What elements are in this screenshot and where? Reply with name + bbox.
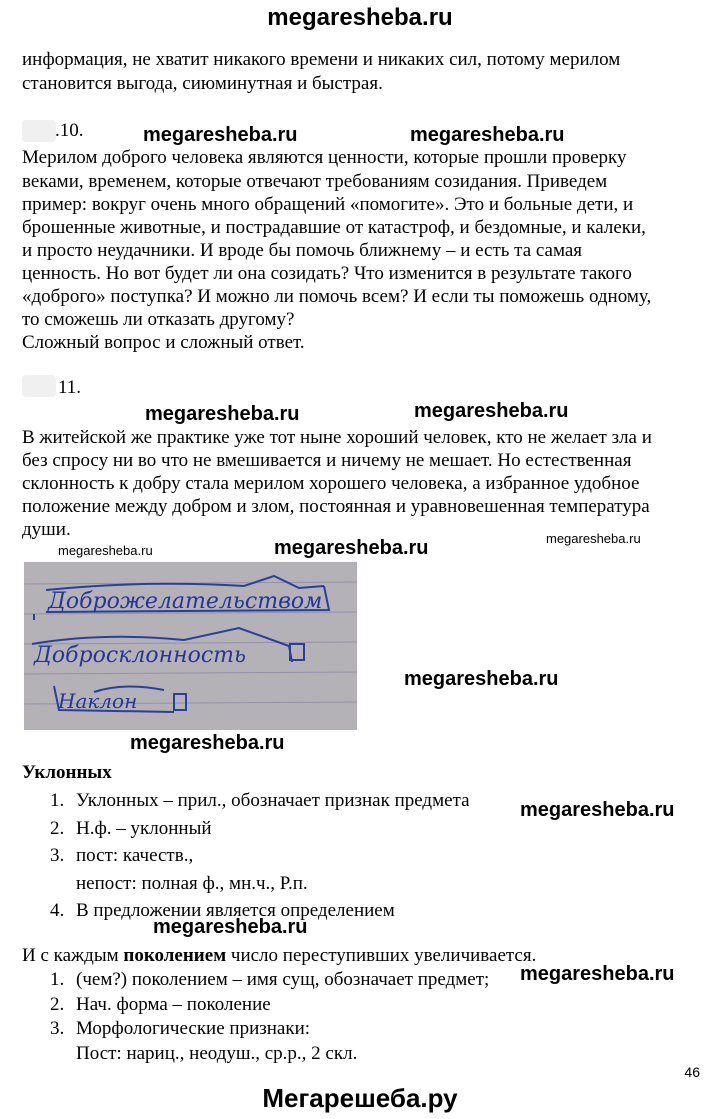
list-item: 2. Н.ф. – уклонный [50,817,212,839]
site-footer[interactable]: Мегарешеба.ру [262,1083,458,1113]
intro-line-2: становится выгода, сиюминутная и быстрая. [22,73,383,94]
list-item: 4. В предложении является определением [50,900,395,921]
task-number-10: .10. [55,120,84,141]
task11-line: склонность к добру стала мерилом хорошего человека, а избранное удобное [22,473,640,494]
list-item: непост: полная ф., мн.ч., Р.п. [76,872,308,894]
section-heading-uklonnyh: Уклонных [22,762,112,783]
list-item: 3. пост: качеств., [50,845,194,866]
uklonnyh-list [50,789,470,923]
watermark: megaresheba.ru [145,403,300,425]
watermark-small: megaresheba.ru [58,543,153,558]
handwritten-word-3: Наклон [58,689,138,713]
pokoleniem-sentence: И с каждым поколением число переступивших увеличивается. [22,945,537,966]
task10-line: Сложный вопрос и сложный ответ. [22,332,305,353]
site-header[interactable]: megaresheba.ru [267,4,453,31]
task10-line: брошенные животные, и пострадавшие от катастроф, и бездомные, и калеки, [22,217,646,238]
watermark: megaresheba.ru [410,124,565,146]
list-item: 1. (чем?) поколением – имя сущ, обозначает предмет; [50,969,490,990]
task10-line: пример: вокруг очень много обращений «помогите». Это и больные дети, и [22,194,634,215]
task10-line: веками, временем, которые отвечают требованиям созидания. Приведем [22,171,608,192]
list-item: Пост: нариц., неодуш., ср.р., 2 скл. [76,1042,358,1064]
task11-line: без спросу ни во что не вмешивается и ничему не мешает. Но естественная [22,450,632,471]
watermark: megaresheba.ru [130,732,285,754]
task10-line: Мерилом доброго человека являются ценности, которые прошли проверку [22,147,627,168]
watermark: megaresheba.ru [153,916,308,938]
list-item: 2. Нач. форма – поколение [50,993,271,1015]
handwritten-photo [24,562,357,730]
watermark: megaresheba.ru [520,799,675,821]
watermark: megaresheba.ru [414,400,569,422]
task10-line: ценность. Но вот будет ли она созидать? Что изменится в результате такого [22,263,632,284]
task11-line: В житейской же практике уже тот ныне хороший человек, кто не желает зла и [22,427,652,448]
page-number: 46 [684,1064,700,1080]
scan-smudge [22,375,56,397]
task10-line: «доброго» поступка? И можно ли помочь всем? И если ты поможешь одному, [22,286,652,307]
watermark: megaresheba.ru [143,124,298,146]
watermark: megaresheba.ru [274,537,429,559]
task10-line: то сможешь ли отказать другому? [22,309,295,330]
watermark: megaresheba.ru [404,668,559,690]
pokoleniem-list [50,968,489,1065]
list-item: 1. Уклонных – прил., обозначает признак предмета [50,790,470,811]
watermark-small: megaresheba.ru [546,531,641,546]
notebook-page [24,562,357,730]
intro-line-1: информация, не хватит никакого времени и никаких сил, потому мерилом [22,49,621,70]
task11-line: души. [22,519,71,540]
task11-line: положение между добром и злом, постоянная и уравновешенная температура [22,496,650,517]
scan-smudge [22,120,56,142]
task10-line: и просто неудачники. И вроде бы помочь ближнему – и есть та самая [22,240,583,261]
handwritten-word-2: Добросклонность [34,643,246,668]
task-number-11: 11. [58,377,82,398]
watermark: megaresheba.ru [520,963,675,985]
handwritten-word-1: Доброжелательством [48,589,323,614]
list-item: 3. Морфологические признаки: [50,1018,311,1039]
